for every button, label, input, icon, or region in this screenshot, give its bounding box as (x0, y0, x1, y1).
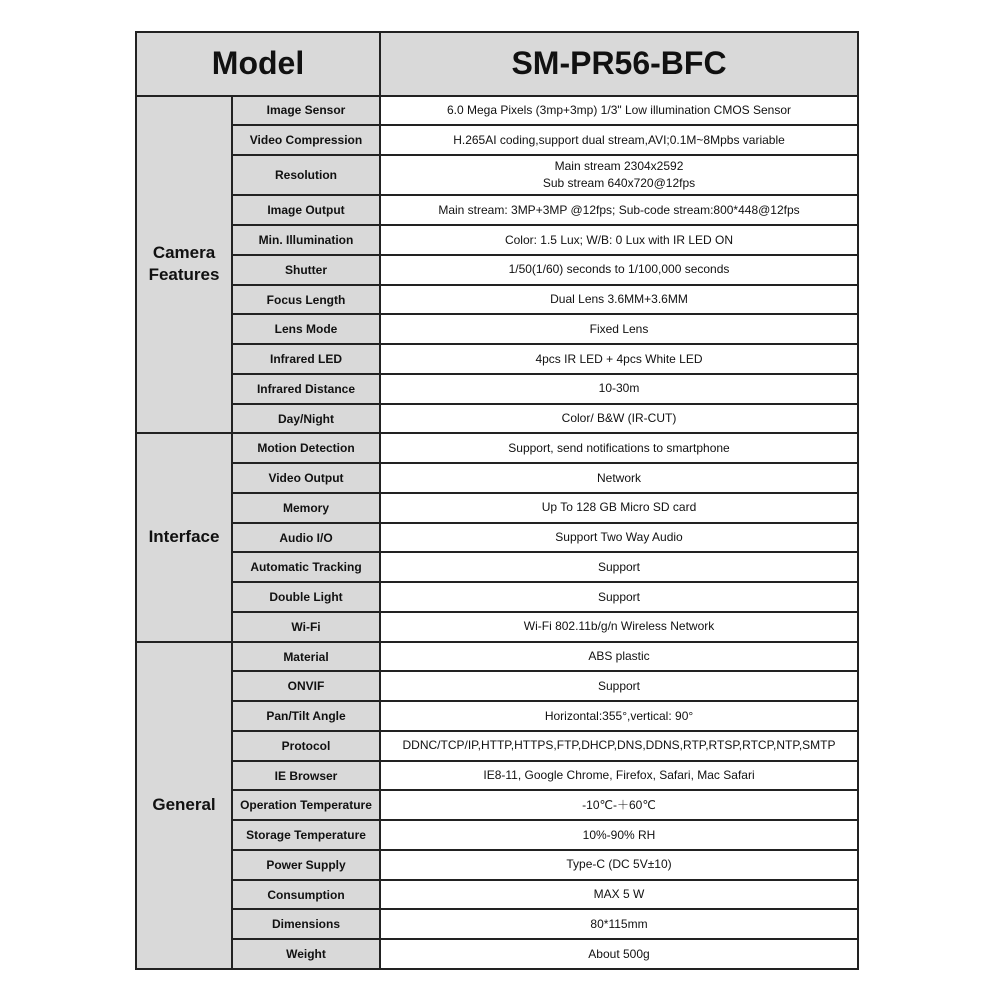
feature-value (380, 761, 858, 791)
feature-name: ONVIF (232, 671, 380, 701)
spec-row-focus-length (136, 285, 858, 315)
feature-value (380, 671, 858, 701)
spec-table-body (136, 32, 858, 969)
feature-value (380, 523, 858, 553)
feature-value (380, 790, 858, 820)
spec-row-dimensions (136, 909, 858, 939)
feature-value-line: 1/50(1/60) seconds to 1/100,000 seconds (508, 262, 730, 277)
spec-row-operation-temperature (136, 790, 858, 820)
feature-value-line: Support Two Way Audio (555, 530, 683, 545)
feature-value-line: About 500g (588, 946, 650, 961)
spec-row-ie-browser (136, 761, 858, 791)
feature-value (380, 155, 858, 195)
spec-row-lens-mode (136, 314, 858, 344)
feature-value (380, 195, 858, 225)
feature-value (380, 344, 858, 374)
feature-value (380, 314, 858, 344)
feature-value-line: Color/ B&W (IR-CUT) (561, 411, 677, 426)
spec-row-storage-temperature (136, 820, 858, 850)
feature-value-line: -10℃-＋60℃ (582, 797, 656, 812)
feature-name: Consumption (232, 880, 380, 910)
feature-value (380, 731, 858, 761)
spec-row-automatic-tracking (136, 552, 858, 582)
feature-name: Weight (232, 939, 380, 969)
feature-value-line: Support, send notifications to smartphone (508, 440, 730, 455)
feature-value (380, 96, 858, 126)
spec-row-weight (136, 939, 858, 969)
feature-value (380, 552, 858, 582)
feature-value (380, 642, 858, 672)
section-general: General (136, 642, 232, 969)
feature-name: Dimensions (232, 909, 380, 939)
feature-value-line: 80*115mm (590, 916, 648, 931)
feature-value-line: Main stream: 3MP+3MP @12fps; Sub-code stream:800*448@12fps (438, 202, 800, 217)
feature-value (380, 909, 858, 939)
feature-name: Operation Temperature (232, 790, 380, 820)
feature-value-line: MAX 5 W (593, 887, 645, 902)
feature-value (380, 404, 858, 434)
feature-name: Resolution (232, 155, 380, 195)
feature-value-line: Color: 1.5 Lux; W/B: 0 Lux with IR LED ON (504, 232, 734, 247)
model-label: Model (136, 32, 380, 96)
feature-value (380, 850, 858, 880)
spec-row-pan-tilt-angle (136, 701, 858, 731)
spec-row-day-night (136, 404, 858, 434)
section-camera-features: Camera Features (136, 96, 232, 434)
feature-name: Double Light (232, 582, 380, 612)
feature-value (380, 582, 858, 612)
spec-row-infrared-led (136, 344, 858, 374)
spec-row-consumption (136, 880, 858, 910)
feature-name: Image Sensor (232, 96, 380, 126)
model-number: SM-PR56-BFC (380, 32, 858, 96)
feature-name: Motion Detection (232, 433, 380, 463)
feature-value-line: 4pcs IR LED + 4pcs White LED (535, 351, 703, 366)
spec-row-memory (136, 493, 858, 523)
spec-row-motion-detection (136, 433, 858, 463)
feature-value-line: 10%-90% RH (582, 827, 656, 842)
feature-value-line: DDNC/TCP/IP,HTTP,HTTPS,FTP,DHCP,DNS,DDNS,RTP,RTSP,RTCP,NTP,SMTP (402, 738, 836, 753)
feature-name: Lens Mode (232, 314, 380, 344)
feature-value-line: Up To 128 GB Micro SD card (541, 500, 697, 515)
feature-name: Material (232, 642, 380, 672)
feature-value (380, 374, 858, 404)
feature-value (380, 125, 858, 155)
model-header-row (136, 32, 858, 96)
spec-row-min-illumination (136, 225, 858, 255)
spec-row-video-output (136, 463, 858, 493)
feature-name: Infrared LED (232, 344, 380, 374)
feature-value-line: Fixed Lens (589, 321, 649, 336)
feature-name: Power Supply (232, 850, 380, 880)
spec-row-power-supply (136, 850, 858, 880)
feature-name: Video Output (232, 463, 380, 493)
feature-value-line: Support (597, 589, 641, 604)
spec-row-shutter (136, 255, 858, 285)
spec-row-double-light (136, 582, 858, 612)
feature-value-line: Support (597, 559, 641, 574)
feature-value (380, 255, 858, 285)
feature-name: Pan/Tilt Angle (232, 701, 380, 731)
spec-row-protocol (136, 731, 858, 761)
spec-row-video-compression (136, 125, 858, 155)
feature-name: Protocol (232, 731, 380, 761)
spec-row-material (136, 642, 858, 672)
spec-table (135, 31, 859, 970)
feature-value-line: Dual Lens 3.6MM+3.6MM (550, 292, 688, 307)
feature-value (380, 612, 858, 642)
feature-value-line: 6.0 Mega Pixels (3mp+3mp) 1/3" Low illumination CMOS Sensor (446, 103, 792, 117)
feature-name: Wi-Fi (232, 612, 380, 642)
spec-row-image-sensor (136, 96, 858, 126)
feature-value-line: Type-C (DC 5V±10) (566, 857, 672, 872)
feature-name: Shutter (232, 255, 380, 285)
feature-name: IE Browser (232, 761, 380, 791)
feature-value (380, 493, 858, 523)
feature-value (380, 701, 858, 731)
feature-value-line: ABS plastic (588, 649, 650, 664)
feature-value-line: Support (597, 678, 641, 693)
feature-value (380, 285, 858, 315)
feature-name: Automatic Tracking (232, 552, 380, 582)
feature-value (380, 433, 858, 463)
feature-value-line: 10-30m (598, 381, 640, 396)
spec-row-wi-fi (136, 612, 858, 642)
feature-name: Storage Temperature (232, 820, 380, 850)
feature-name: Infrared Distance (232, 374, 380, 404)
spec-row-onvif (136, 671, 858, 701)
feature-value (380, 463, 858, 493)
section-interface: Interface (136, 433, 232, 641)
feature-name: Audio I/O (232, 523, 380, 553)
feature-name: Memory (232, 493, 380, 523)
feature-value-line: Network (596, 470, 641, 485)
feature-value (380, 939, 858, 969)
feature-value-line: Sub stream 640x720@12fps (542, 176, 696, 191)
spec-row-audio-i-o (136, 523, 858, 553)
feature-value (380, 225, 858, 255)
feature-value-line: IE8-11, Google Chrome, Firefox, Safari, Mac Safari (483, 768, 755, 783)
spec-row-resolution (136, 155, 858, 195)
feature-value-line: Horizontal:355°,vertical: 90° (544, 708, 694, 723)
feature-name: Video Compression (232, 125, 380, 155)
feature-value (380, 880, 858, 910)
feature-value-line: H.265AI coding,support dual stream,AVI;0.1M~8Mpbs variable (453, 132, 785, 147)
feature-value-line: Wi-Fi 802.11b/g/n Wireless Network (523, 619, 715, 634)
feature-name: Focus Length (232, 285, 380, 315)
feature-name: Image Output (232, 195, 380, 225)
spec-row-image-output (136, 195, 858, 225)
feature-name: Day/Night (232, 404, 380, 434)
feature-value-line: Main stream 2304x2592 (554, 159, 684, 174)
spec-row-infrared-distance (136, 374, 858, 404)
feature-name: Min. Illumination (232, 225, 380, 255)
feature-value (380, 820, 858, 850)
